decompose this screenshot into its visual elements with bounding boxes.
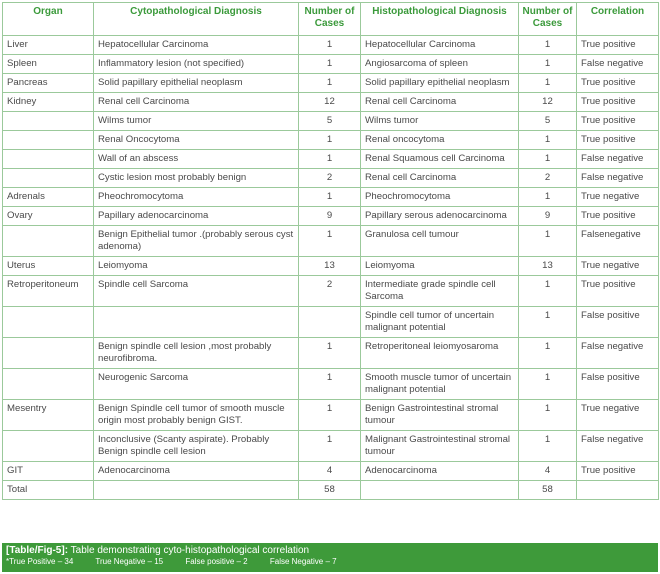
footnote-false-positive: False positive – 2 (185, 557, 248, 566)
cyto-diagnosis-cell: Benign spindle cell lesion ,most probably neurofibroma. (94, 338, 299, 369)
table-row (3, 36, 659, 55)
cyto-diagnosis-cell (94, 307, 299, 338)
histo-cases-cell: 1 (519, 338, 577, 369)
histo-cases-cell: 1 (519, 226, 577, 257)
table-caption (2, 543, 658, 572)
cyto-diagnosis-cell: Neurogenic Sarcoma (94, 369, 299, 400)
histo-cases-cell: 1 (519, 276, 577, 307)
table-row (3, 431, 659, 462)
table-row (3, 338, 659, 369)
histo-cases-cell: 58 (519, 481, 577, 500)
organ-cell: Uterus (3, 257, 94, 276)
cyto-cases-cell: 1 (299, 338, 361, 369)
organ-cell (3, 150, 94, 169)
header-row (3, 3, 659, 36)
correlation-cell: True positive (577, 131, 659, 150)
table-row (3, 369, 659, 400)
histo-cases-cell: 1 (519, 188, 577, 207)
cyto-cases-cell: 1 (299, 369, 361, 400)
histo-diagnosis-cell: Benign Gastrointestinal stromal tumour (361, 400, 519, 431)
histo-diagnosis-cell: Spindle cell tumor of uncertain malignant potential (361, 307, 519, 338)
histo-diagnosis-cell: Malignant Gastrointestinal stromal tumour (361, 431, 519, 462)
histo-cases-cell: 12 (519, 93, 577, 112)
cyto-diagnosis-cell: Wall of an abscess (94, 150, 299, 169)
cyto-cases-cell: 12 (299, 93, 361, 112)
table-row (3, 400, 659, 431)
histo-cases-cell: 1 (519, 369, 577, 400)
table-row (3, 226, 659, 257)
caption-text: Table demonstrating cyto-histopathological correlation (68, 545, 310, 556)
table-row (3, 462, 659, 481)
cyto-diagnosis-cell: Renal Oncocytoma (94, 131, 299, 150)
cyto-cases-cell: 1 (299, 36, 361, 55)
table-row (3, 307, 659, 338)
histo-cases-cell: 1 (519, 36, 577, 55)
histo-diagnosis-cell: Renal cell Carcinoma (361, 169, 519, 188)
cyto-diagnosis-cell: Adenocarcinoma (94, 462, 299, 481)
histo-cases-cell: 2 (519, 169, 577, 188)
correlation-cell: True negative (577, 400, 659, 431)
cyto-diagnosis-cell: Inconclusive (Scanty aspirate). Probably Benign spindle cell lesion (94, 431, 299, 462)
table-row (3, 131, 659, 150)
organ-cell: GIT (3, 462, 94, 481)
correlation-cell: True positive (577, 462, 659, 481)
header-histo-cases: Number of Cases (519, 3, 577, 36)
cyto-diagnosis-cell: Renal cell Carcinoma (94, 93, 299, 112)
table-row (3, 257, 659, 276)
header-cyto-diagnosis: Cytopathological Diagnosis (94, 3, 299, 36)
correlation-table (2, 2, 659, 500)
correlation-cell: False negative (577, 169, 659, 188)
correlation-cell: False negative (577, 55, 659, 74)
cyto-diagnosis-cell: Wilms tumor (94, 112, 299, 131)
cyto-diagnosis-cell (94, 481, 299, 500)
organ-cell: Pancreas (3, 74, 94, 93)
histo-diagnosis-cell: Renal Squamous cell Carcinoma (361, 150, 519, 169)
caption-footnotes (6, 557, 654, 567)
histo-cases-cell: 1 (519, 431, 577, 462)
organ-cell (3, 226, 94, 257)
header-histo-diagnosis: Histopathological Diagnosis (361, 3, 519, 36)
cyto-diagnosis-cell: Pheochromocytoma (94, 188, 299, 207)
organ-cell: Total (3, 481, 94, 500)
cyto-cases-cell: 13 (299, 257, 361, 276)
histo-diagnosis-cell: Hepatocellular Carcinoma (361, 36, 519, 55)
organ-cell (3, 307, 94, 338)
correlation-cell: True positive (577, 112, 659, 131)
caption-tag: [Table/Fig-5]: (6, 545, 69, 556)
cyto-cases-cell: 1 (299, 400, 361, 431)
correlation-cell: False negative (577, 338, 659, 369)
histo-cases-cell: 1 (519, 131, 577, 150)
cyto-diagnosis-cell: Benign Epithelial tumor .(probably serous cyst adenoma) (94, 226, 299, 257)
cyto-cases-cell: 58 (299, 481, 361, 500)
correlation-cell: True positive (577, 74, 659, 93)
cyto-cases-cell: 1 (299, 188, 361, 207)
histo-diagnosis-cell: Angiosarcoma of spleen (361, 55, 519, 74)
cyto-cases-cell: 5 (299, 112, 361, 131)
histo-cases-cell: 9 (519, 207, 577, 226)
organ-cell: Spleen (3, 55, 94, 74)
histo-cases-cell: 5 (519, 112, 577, 131)
organ-cell (3, 338, 94, 369)
table-row (3, 150, 659, 169)
histo-diagnosis-cell: Papillary serous adenocarcinoma (361, 207, 519, 226)
histo-diagnosis-cell: Retroperitoneal leiomyosaroma (361, 338, 519, 369)
cyto-diagnosis-cell: Inflammatory lesion (not specified) (94, 55, 299, 74)
histo-cases-cell: 1 (519, 150, 577, 169)
table-row (3, 188, 659, 207)
histo-diagnosis-cell: Solid papillary epithelial neoplasm (361, 74, 519, 93)
correlation-cell (577, 481, 659, 500)
header-organ: Organ (3, 3, 94, 36)
cyto-diagnosis-cell: Cystic lesion most probably benign (94, 169, 299, 188)
histo-cases-cell: 1 (519, 55, 577, 74)
correlation-cell: True negative (577, 188, 659, 207)
table-body (3, 36, 659, 500)
organ-cell (3, 131, 94, 150)
organ-cell (3, 112, 94, 131)
cyto-cases-cell: 1 (299, 131, 361, 150)
correlation-cell: True negative (577, 257, 659, 276)
histo-diagnosis-cell: Intermediate grade spindle cell Sarcoma (361, 276, 519, 307)
table-row (3, 93, 659, 112)
cyto-diagnosis-cell: Papillary adenocarcinoma (94, 207, 299, 226)
correlation-cell: False positive (577, 307, 659, 338)
organ-cell (3, 169, 94, 188)
histo-cases-cell: 1 (519, 307, 577, 338)
cyto-diagnosis-cell: Solid papillary epithelial neoplasm (94, 74, 299, 93)
cyto-diagnosis-cell: Hepatocellular Carcinoma (94, 36, 299, 55)
histo-cases-cell: 1 (519, 74, 577, 93)
correlation-cell: Falsenegative (577, 226, 659, 257)
cyto-cases-cell: 1 (299, 150, 361, 169)
footnote-true-negative: True Negative – 15 (95, 557, 164, 566)
table-row (3, 55, 659, 74)
table-row (3, 207, 659, 226)
histo-diagnosis-cell: Granulosa cell tumour (361, 226, 519, 257)
cyto-diagnosis-cell: Benign Spindle cell tumor of smooth muscle origin most probably benign GIST. (94, 400, 299, 431)
histo-diagnosis-cell (361, 481, 519, 500)
correlation-cell: False positive (577, 369, 659, 400)
histo-diagnosis-cell: Leiomyoma (361, 257, 519, 276)
histo-cases-cell: 4 (519, 462, 577, 481)
table-row (3, 74, 659, 93)
table-row (3, 481, 659, 500)
organ-cell: Liver (3, 36, 94, 55)
table-row (3, 169, 659, 188)
table-row (3, 276, 659, 307)
histo-diagnosis-cell: Renal oncocytoma (361, 131, 519, 150)
correlation-cell: True positive (577, 36, 659, 55)
correlation-cell: True positive (577, 93, 659, 112)
cyto-cases-cell: 2 (299, 276, 361, 307)
organ-cell: Ovary (3, 207, 94, 226)
correlation-cell: True positive (577, 207, 659, 226)
caption-title (6, 545, 654, 557)
table-row (3, 112, 659, 131)
cyto-diagnosis-cell: Spindle cell Sarcoma (94, 276, 299, 307)
histo-diagnosis-cell: Renal cell Carcinoma (361, 93, 519, 112)
cyto-cases-cell: 4 (299, 462, 361, 481)
histo-diagnosis-cell: Pheochromocytoma (361, 188, 519, 207)
cyto-diagnosis-cell: Leiomyoma (94, 257, 299, 276)
histo-diagnosis-cell: Wilms tumor (361, 112, 519, 131)
footnote-false-negative: False Negative – 7 (269, 557, 337, 566)
header-correlation: Correlation (577, 3, 659, 36)
cyto-cases-cell: 9 (299, 207, 361, 226)
header-cyto-cases: Number of Cases (299, 3, 361, 36)
cyto-cases-cell (299, 307, 361, 338)
correlation-cell: False negative (577, 431, 659, 462)
histo-diagnosis-cell: Adenocarcinoma (361, 462, 519, 481)
cyto-cases-cell: 1 (299, 431, 361, 462)
organ-cell: Retroperitoneum (3, 276, 94, 307)
organ-cell: Kidney (3, 93, 94, 112)
histo-cases-cell: 13 (519, 257, 577, 276)
organ-cell (3, 369, 94, 400)
organ-cell: Mesentry (3, 400, 94, 431)
cyto-cases-cell: 1 (299, 55, 361, 74)
footnote-true-positive: *True Positive – 34 (6, 557, 74, 566)
histo-diagnosis-cell: Smooth muscle tumor of uncertain malignant potential (361, 369, 519, 400)
cyto-cases-cell: 2 (299, 169, 361, 188)
correlation-cell: False negative (577, 150, 659, 169)
correlation-cell: True positive (577, 276, 659, 307)
cyto-cases-cell: 1 (299, 226, 361, 257)
cyto-cases-cell: 1 (299, 74, 361, 93)
organ-cell (3, 431, 94, 462)
organ-cell: Adrenals (3, 188, 94, 207)
histo-cases-cell: 1 (519, 400, 577, 431)
